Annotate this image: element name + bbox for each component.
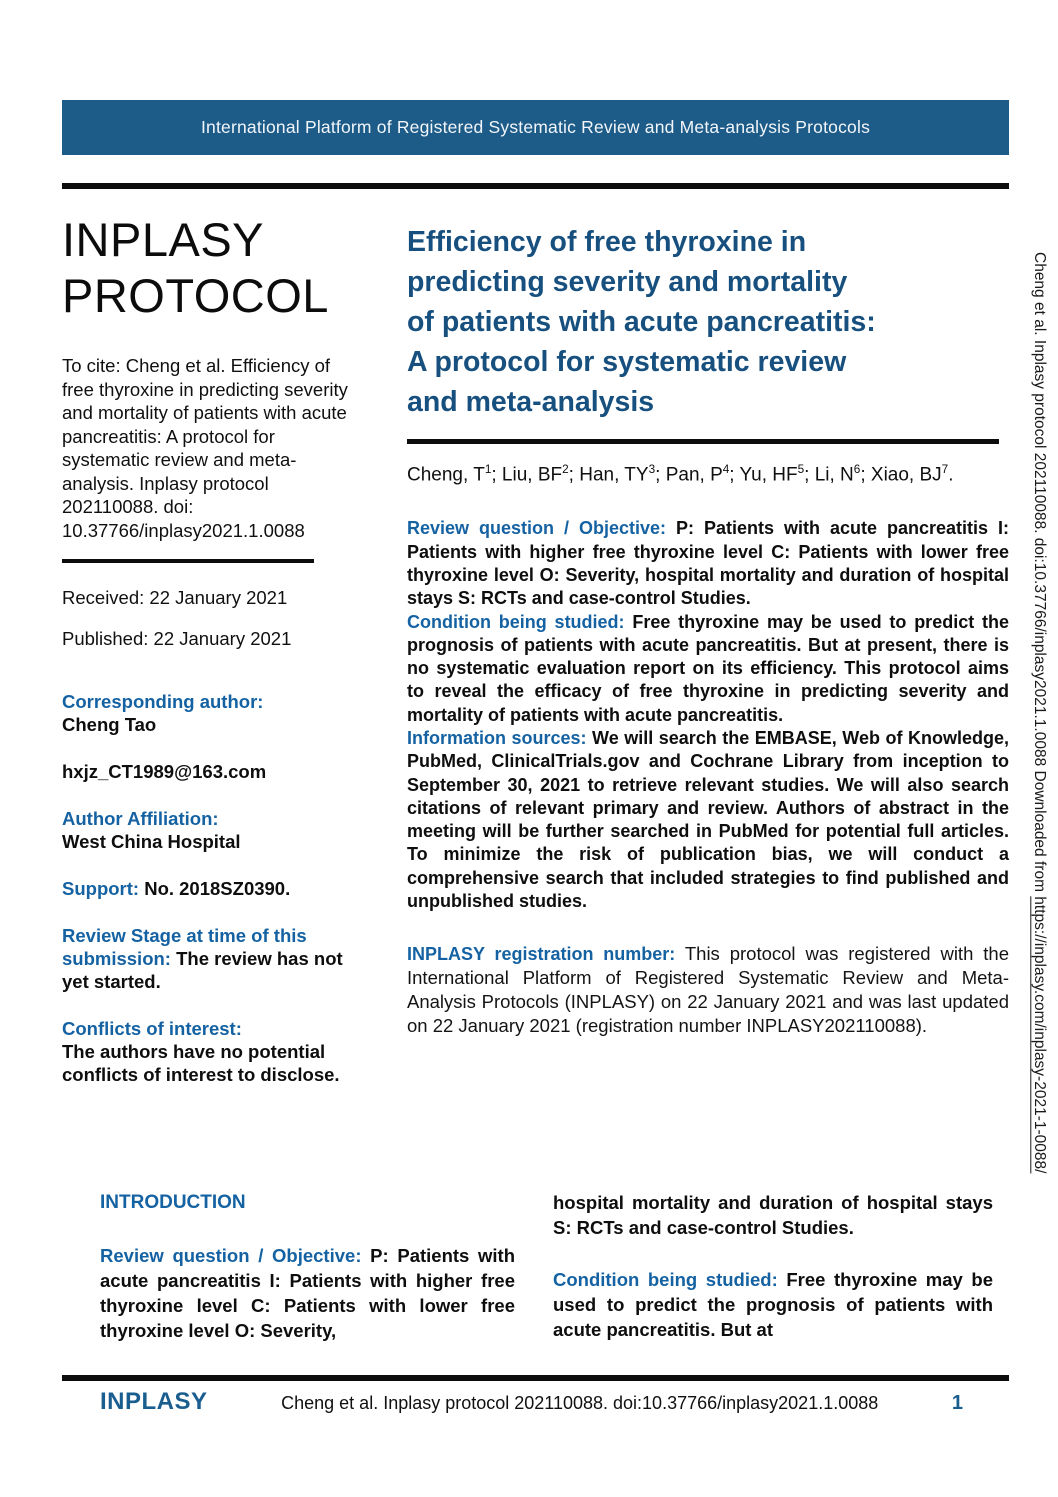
affiliation-label: Author Affiliation: (62, 808, 219, 829)
masthead-line1: INPLASY (62, 213, 265, 266)
footer-brand: INPLASY (100, 1388, 208, 1415)
platform-title: International Platform of Registered Systematic Review and Meta-analysis Protocols (200, 117, 871, 137)
article-title-line: Efficiency of free thyroxine in (407, 226, 807, 258)
registration-paragraph (407, 942, 1009, 1038)
review-stage-label: Review Stage at time of this submission: (62, 925, 307, 969)
page-number: 1 (951, 1392, 963, 1414)
introduction-left-column (100, 1192, 515, 1343)
right-column (407, 222, 1009, 1038)
review-question-label: Review question / Objective: (407, 518, 667, 539)
masthead-line2: PROTOCOL (62, 269, 329, 322)
introduction-condition-studied (553, 1267, 993, 1342)
corresponding-author-block (62, 690, 354, 736)
article-title (407, 222, 1009, 422)
article-title-line: predicting severity and mortality (407, 266, 848, 298)
email-block (62, 760, 354, 783)
article-title-line: A protocol for systematic review (407, 346, 847, 378)
published-date: Published: 22 January 2021 (62, 628, 292, 649)
side-note-text: Cheng et al. Inplasy protocol 202110088. doi:10.37766/inplasy2021.1.0088 Downloaded from (1031, 252, 1048, 897)
footer-citation: Cheng et al. Inplasy protocol 202110088. doi:10.37766/inplasy2021.1.0088 (281, 1393, 879, 1413)
corresponding-author-label: Corresponding author: (62, 691, 264, 712)
title-divider (407, 439, 999, 444)
top-divider (62, 183, 1009, 189)
introduction-review-question-label: Review question / Objective: (100, 1245, 362, 1266)
introduction-condition-label: Condition being studied: (553, 1269, 778, 1290)
abstract-section (407, 517, 1009, 913)
affiliation-block (62, 807, 354, 853)
cite-divider (62, 559, 314, 563)
received-date: Received: 22 January 2021 (62, 587, 288, 608)
information-sources-label: Information sources: (407, 728, 587, 748)
introduction-continuation: hospital mortality and duration of hospital stays S: RCTs and case-control Studies. (553, 1192, 993, 1238)
support-block (62, 877, 354, 900)
condition-studied-label: Condition being studied: (407, 611, 625, 632)
conflicts-label: Conflicts of interest: (62, 1018, 242, 1039)
article-title-line: of patients with acute pancreatitis: (407, 306, 876, 338)
information-sources-paragraph (407, 727, 1009, 913)
corresponding-author-name: Cheng Tao (62, 714, 157, 735)
review-question-text: P: Patients with acute pancreatitis I: Patients with higher free thyroxine level C: Patients with lower free thyroxine level O: Severity, hospital mortality and duration of hospital stays S: RCTs and case-control Studies. (407, 518, 1009, 609)
inplasy-protocol-masthead (62, 212, 354, 324)
registration-text: This protocol was registered with the International Platform of Registered Systematic Review and Meta-Analysis Protocols (INPLASY) on 22 January 2021 and was last updated on 22 January 2021 (registration number INPLASY202110088). (407, 943, 1009, 1037)
review-stage-value: The review has not yet started. (62, 948, 343, 992)
footer-divider (62, 1375, 1009, 1381)
support-label: Support: (62, 878, 140, 899)
footer (62, 1388, 1009, 1416)
condition-studied-text: Free thyroxine may be used to predict the prognosis of patients with acute pancreatitis. But at present, there is no systematic evaluation report on its efficiency. This protocol aims to reveal the efficacy of free thyroxine in predicting severity and mortality of patients with acute pancreatitis. (407, 611, 1009, 725)
affiliation-name: West China Hospital (62, 831, 241, 852)
support-value: No. 2018SZ0390. (144, 878, 291, 899)
side-note-link[interactable]: https://inplasy.com/inplasy-2021-1-0088/ (1031, 896, 1048, 1174)
authors-line: Cheng, $T^1$; Liu, $BF^2$; Han, $TY^3$; Pan, $P^4$; Yu, $HF^5$; Li, $N^6$; Xiao, $BJ^7$. (407, 463, 954, 486)
information-sources-text: We will search the EMBASE, Web of Knowledge, PubMed, ClinicalTrials.gov and Cochrane Library from inception to September 30, 2021 to retrieve relevant studies. We will also search citations of relevant primary and review. Authors of abstract in the meeting will be further searched in PubMed for potential full articles. To minimize the risk of publication bias, we will conduct a comprehensive search that included strategies to find published and unpublished studies. (407, 728, 1009, 912)
introduction-right-column (553, 1190, 993, 1342)
introduction-review-question-text: P: Patients with acute pancreatitis I: Patients with higher free thyroxine level C: Patients with lower free thyroxine level O: Severity, (100, 1245, 515, 1341)
article-title-line: and meta-analysis (407, 386, 655, 418)
review-question-paragraph (407, 517, 1009, 610)
author-email: hxjz_CT1989@163.com (62, 761, 267, 782)
conflicts-value: The authors have no potential conflicts of interest to disclose. (62, 1041, 340, 1085)
review-stage-block (62, 924, 354, 993)
introduction-condition-text: Free thyroxine may be used to predict the prognosis of patients with acute pancreatitis. But at (553, 1269, 993, 1340)
introduction-heading: INTRODUCTION (100, 1192, 246, 1213)
platform-header-bar (62, 100, 1009, 155)
left-column (62, 212, 354, 1086)
introduction-review-question (100, 1243, 515, 1343)
citation-note: To cite: Cheng et al. Efficiency of free thyroxine in predicting severity and mortality of patients with acute pancreatitis: A protocol for systematic review and meta-analysis. Inplasy protocol 202110088. doi: 10.37766/inplasy2021.1.0088 (62, 355, 348, 541)
registration-label: INPLASY registration number: (407, 944, 676, 965)
conflicts-block (62, 1017, 354, 1086)
condition-studied-paragraph (407, 611, 1009, 727)
side-margin-note (1030, 252, 1048, 1352)
